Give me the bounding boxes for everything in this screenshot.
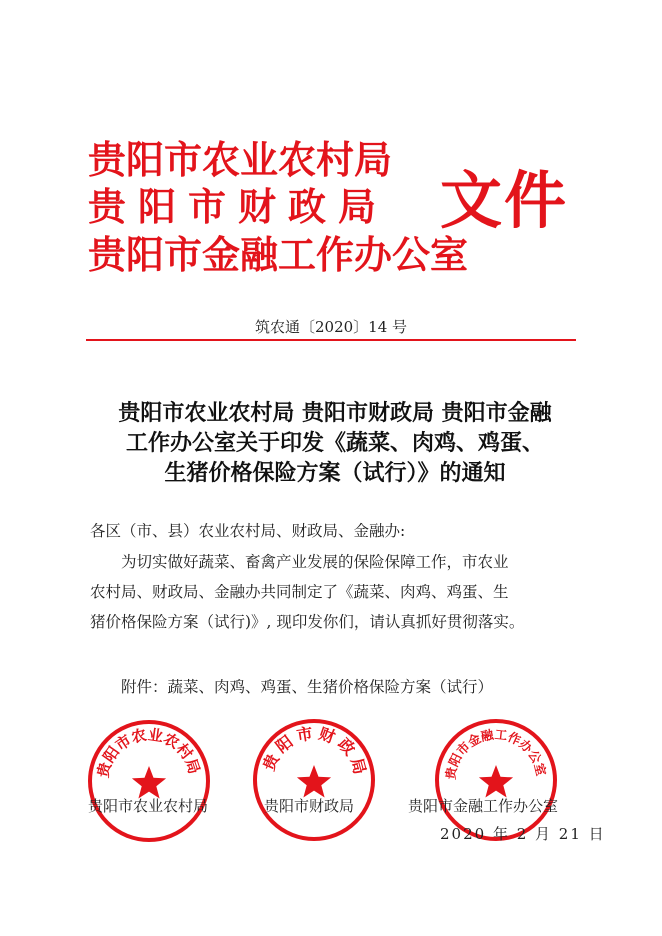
issuer-finance-bureau: 贵阳市财政局 (88, 184, 389, 229)
seal-finance-bureau (251, 717, 377, 843)
issuer-agriculture-bureau: 贵阳市农业农村局 (88, 137, 393, 182)
body-paragraph (90, 547, 590, 637)
document-number: 筑农通〔2020〕14 号 (254, 318, 408, 336)
seal-agriculture-bureau (86, 718, 212, 844)
signature-finance-bureau: 贵阳市财政局 (264, 797, 355, 815)
attachment-note: 附件：蔬菜、肉鸡、鸡蛋、生猪价格保险方案（试行） (121, 678, 494, 696)
issuer-financial-office: 贵阳市金融工作办公室 (88, 232, 469, 277)
document-title (90, 398, 580, 488)
title-line: 工作办公室关于印发《蔬菜、肉鸡、鸡蛋、 (125, 430, 544, 456)
paragraph-line: 为切实做好蔬菜、畜禽产业发展的保险保障工作，市农业 (121, 553, 509, 571)
issue-date: 2020 年 2 月 21 日 (440, 825, 606, 843)
svg-text:贵阳市财政局: 贵阳市财政局 (258, 723, 371, 781)
paragraph-line: 农村局、财政局、金融办共同制定了《蔬菜、肉鸡、鸡蛋、生 (90, 583, 509, 601)
signature-agriculture-bureau: 贵阳市农业农村局 (88, 797, 209, 815)
salutation: 各区（市、县）农业农村局、财政局、金融办: (90, 522, 406, 540)
signature-financial-office: 贵阳市金融工作办公室 (408, 797, 559, 815)
paragraph-line: 猪价格保险方案（试行)》, 现印发你们，请认真抓好贯彻落实。 (90, 613, 525, 631)
svg-text:贵阳市金融工作办公室: 贵阳市金融工作办公室 (442, 726, 549, 781)
title-line: 贵阳市农业农村局 贵阳市财政局 贵阳市金融 (118, 400, 552, 426)
svg-text:贵阳市农业农村局: 贵阳市农业农村局 (93, 725, 204, 780)
header-divider (86, 339, 576, 341)
title-line: 生猪价格保险方案（试行）》的通知 (164, 460, 506, 486)
document-type-label: 文件 (440, 164, 569, 237)
